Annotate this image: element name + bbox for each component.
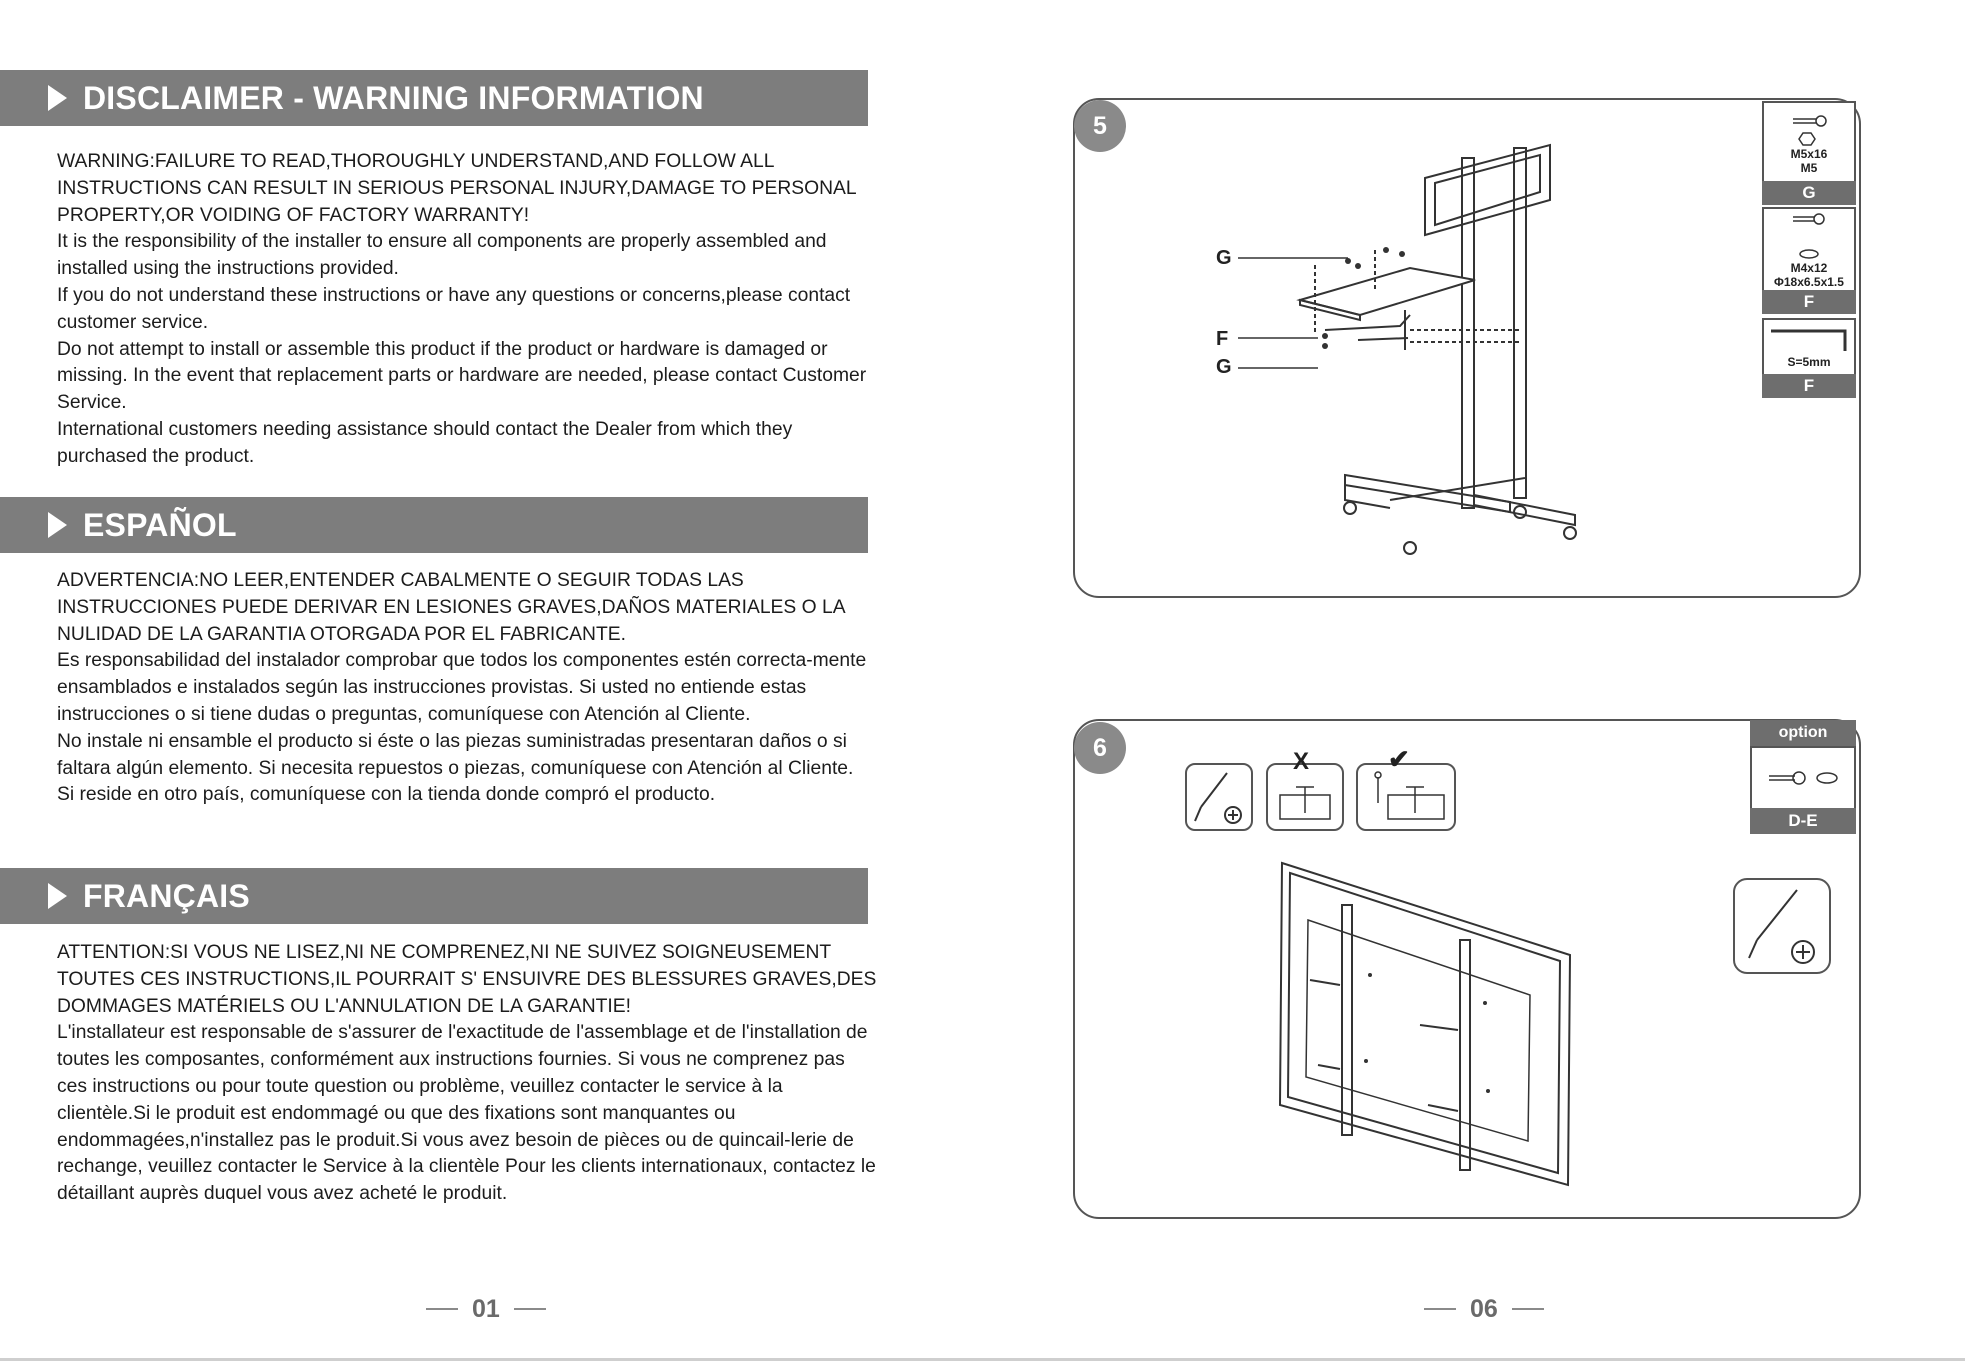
screw-washer-icon xyxy=(1789,211,1829,261)
tag-letter: D-E xyxy=(1788,811,1818,830)
screwdriver-icon xyxy=(1735,880,1829,972)
hardware-box-g xyxy=(1762,101,1856,183)
section-body-francais xyxy=(57,940,877,1208)
screw-washer-icon xyxy=(1763,766,1843,790)
screwdriver-icon xyxy=(1187,765,1251,829)
paragraph: Do not attempt to install or assemble this product if the product or hardware is damaged or missing. In the event that replacement parts or hardware are needed, please contact Customer Service. xyxy=(57,338,867,414)
step6-badge xyxy=(1074,722,1126,774)
section-heading: DISCLAIMER - WARNING INFORMATION xyxy=(83,79,704,116)
paragraph: ATTENTION:SI VOUS NE LISEZ,NI NE COMPRENEZ,NI NE SUIVEZ SOIGNEUSEMENT TOUTES CES INSTRUCTIONS,IL POURRAIT S' ENSUIVRE DES BLESSURES GRAVES,DES DOMMAGES MATÉRIELS OU L'ANNULATION DE LA GARANTIE! xyxy=(57,942,877,1017)
right-mark: ✔ xyxy=(1388,744,1410,774)
hardware-tag-f xyxy=(1762,290,1856,314)
dash-divider xyxy=(1424,1308,1456,1310)
hardware-spec: M5 xyxy=(1800,161,1818,175)
paragraph: International customers needing assistance should contact the Dealer from which they purchased the product. xyxy=(57,418,793,467)
paragraph: ADVERTENCIA:NO LEER,ENTENDER CABALMENTE O SEGUIR TODAS LAS INSTRUCCIONES PUEDE DERIVAR EN LESIONES GRAVES,DAÑOS MATERIALES O LA NULIDAD DE LA GARANTIA OTORGADA POR EL FABRICANTE. xyxy=(57,570,845,645)
hardware-spec: M5x16 xyxy=(1790,147,1828,161)
tv-bracket-diagram xyxy=(1270,855,1590,1195)
paragraph: Es responsabilidad del instalador comprobar que todos los componentes estén correcta-mente ensamblados e instalados según las instrucciones provistas. Si usted no entiende estas instrucciones o si tiene dudas o preguntas, comuníquese con Atención al Cliente. xyxy=(57,650,867,725)
triangle-right-icon xyxy=(48,85,67,111)
screwdriver-tool-box-large xyxy=(1733,878,1831,974)
screw-nut-icon xyxy=(1789,109,1829,147)
tag-letter: F xyxy=(1803,376,1815,395)
triangle-right-icon xyxy=(48,883,67,909)
hardware-tag-f-allen xyxy=(1762,374,1856,398)
section-header-disclaimer xyxy=(0,70,868,126)
page-number: 06 xyxy=(1470,1294,1498,1323)
tag-letter: F xyxy=(1803,292,1815,311)
section-heading: ESPAÑOL xyxy=(83,506,237,543)
step-number: 6 xyxy=(1093,733,1107,762)
dash-divider xyxy=(426,1308,458,1310)
callout-lines xyxy=(1230,250,1380,380)
step5-badge xyxy=(1074,100,1126,152)
hardware-spec: Φ18x6.5x1.5 xyxy=(1774,275,1844,289)
tag-letter: G xyxy=(1802,183,1816,202)
option-tag-de xyxy=(1750,808,1856,834)
paragraph: WARNING:FAILURE TO READ,THOROUGHLY UNDERSTAND,AND FOLLOW ALL INSTRUCTIONS CAN RESULT IN SERIOUS PERSONAL INJURY,DAMAGE TO PERSONAL PROPERTY,OR VOIDING OF FACTORY WARRANTY! xyxy=(57,151,856,226)
paragraph: If you do not understand these instructions or have any questions or concerns,please contact customer service. xyxy=(57,284,851,333)
step-number: 5 xyxy=(1093,111,1107,140)
hardware-box-f xyxy=(1762,207,1856,293)
label-g-bottom: G xyxy=(1216,356,1232,378)
label-f: F xyxy=(1216,328,1229,350)
paragraph: Si reside en otro país, comuníquese con la tienda donde compró el producto. xyxy=(57,784,716,806)
hardware-tag-g xyxy=(1762,181,1856,205)
wrong-mark: X xyxy=(1293,748,1310,775)
paragraph: No instale ni ensamble el producto si éste o las piezas suministradas presentaran daños o si faltara algún elemento. Si necesita repuestos o piezas, comuníquese con Atención al Cliente. xyxy=(57,730,854,779)
section-body-disclaimer xyxy=(57,149,877,471)
page-number: 01 xyxy=(472,1294,500,1323)
paragraph: L'installateur est responsable de s'assurer de l'exactitude de l'assemblage et de l'installation de toutes les composantes, conformément aux instructions fournies. Si vous ne comprenez pas ces instructions ou pour toute question ou problème, veuillez contacter le service à la clientèle.Si le produit est endommagé ou que des fixations sont manquantes ou endommagées,n'installez pas le produit.Si vous avez besoin de pièces ou de quincail-lerie de rechange, veuillez contacter le Service à la clientèle Pour les clients internationaux, contactez le détaillant auprès duquel vous avez acheté le produit. xyxy=(57,1022,876,1205)
section-header-francais xyxy=(0,868,868,924)
hardware-box-allen xyxy=(1762,318,1856,376)
label-g-top: G xyxy=(1216,247,1232,269)
option-tag xyxy=(1750,720,1856,746)
option-hardware-box xyxy=(1750,746,1856,810)
triangle-right-icon xyxy=(48,512,67,538)
dash-divider xyxy=(1512,1308,1544,1310)
page-number-left xyxy=(426,1291,546,1327)
hardware-spec: S=5mm xyxy=(1787,355,1831,369)
section-body-espanol xyxy=(57,568,877,809)
option-label: option xyxy=(1778,724,1828,741)
hardware-spec: M4x12 xyxy=(1790,261,1828,275)
screwdriver-tool-box xyxy=(1185,763,1253,831)
dash-divider xyxy=(514,1308,546,1310)
paragraph: It is the responsibility of the installer to ensure all components are properly assembled and installed using the instructions provided. xyxy=(57,231,827,280)
page-number-right xyxy=(1424,1291,1544,1327)
section-header-espanol xyxy=(0,497,868,553)
allen-key-icon xyxy=(1767,325,1851,355)
section-heading: FRANÇAIS xyxy=(83,877,250,914)
